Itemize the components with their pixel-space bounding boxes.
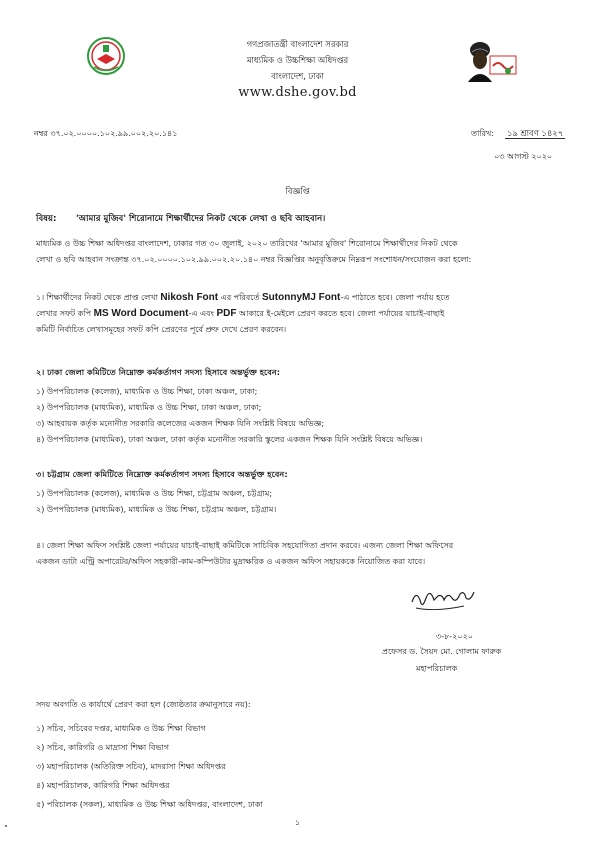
font-name-sutonny: SutonnyMJ Font [262,292,341,303]
signature-scribble [406,586,478,616]
list-item: ৪) উপপরিচালক (মাধ্যমিক), ঢাকা অঞ্চল, ঢাকা কর্তৃক মনোনীত সরকারি স্কুলের একজন শিক্ষক যিনি সংশ্লিষ্ট বিষয়ে অভিজ্ঞ। [36,435,423,444]
cc-item: ৩) মহাপরিচালক (অতিরিক্ত সচিব), মাদরাসা শিক্ষা অধিদপ্তর [36,762,226,771]
subject-line [36,214,325,224]
office-location: বাংলাদেশ, ঢাকা [271,71,324,81]
intro-line: লেখা ও ছবি আহবান সংক্রান্ত ৩৭.০২.০০০০.১০২.৯৯.০০২.২০.১৪০ নম্বর বিজ্ঞপ্তির অনুবৃত্তিক্রমে নিম্নরূপ সংশোধন/সংযোজন করা হলো: [36,255,472,264]
list-item: ১) উপপরিচালক (কলেজ), মাধ্যমিক ও উচ্চ শিক্ষা, চট্টগ্রাম অঞ্চল, চট্টগ্রাম; [36,489,273,498]
subject-label: বিষয়: [36,214,57,224]
subject-text: 'আমার মুজিব' শিরোনামে শিক্ষার্থীদের নিকট থেকে লেখা ও ছবি আহবান। [76,214,326,224]
list-item: ৩) আহবায়ক কর্তৃক মনোনীত সরকারি কলেজের একজন শিক্ষক যিনি সংশ্লিষ্ট বিষয়ে অভিজ্ঞ; [36,419,325,428]
text-run: এর পরিবর্তে [218,293,263,302]
point-4-line: ৪। জেলা শিক্ষা অফিস সংশ্লিষ্ট জেলা পর্যায়ের যাচাই-বাছাই কমিটিকে সাচিবিক সহযোগিতা প্রদান করবে। এজন্য জেলা শিক্ষা অফিসের [36,541,454,550]
date-english: ০৩ আগস্ট ২০২০ [494,152,553,161]
point-1-line [36,290,560,306]
text-run: -এ এবং [188,309,217,318]
font-name-nikosh: Nikosh Font [160,292,219,303]
memo-number: নম্বর ৩৭.০২.০০০০.১০২.৯৯.০০২.২০.১৪১ [34,129,178,138]
point-3-heading: ৩। চট্টগ্রাম জেলা কমিটিতে নিম্নোক্ত কর্মকর্তাগণ সদস্য হিসাবে অন্তর্ভুক্ত হবেন: [36,469,288,479]
signatory-title: মহাপরিচালক [416,664,458,673]
format-ms-word: MS Word Document [93,308,189,319]
directorate-name: মাধ্যমিক ও উচ্চশিক্ষা অধিদপ্তর [246,55,349,65]
point-1-paragraph [36,290,560,338]
cc-item: ১) সচিব, সচিবের দপ্তর, মাধ্যমিক ও উচ্চ শিক্ষা বিভাগ [36,724,206,733]
letterhead [0,36,595,102]
cc-list [36,719,560,814]
website-link[interactable]: www.dshe.gov.bd [238,85,357,100]
point-1-line: কমিটি নির্বাচিত লেখাসমূহের সফট কপি প্রেরণের পূর্বে প্রুফ দেখে প্রেরণ করবেন। [36,325,287,334]
text-run: লেখার সফট কপি [36,309,94,318]
government-name: গণপ্রজাতন্ত্রী বাংলাদেশ সরকার [246,39,349,49]
notice-title: বিজ্ঞপ্তি [285,186,310,196]
cc-heading: সদয় অবগতি ও কার্যার্থে প্রেরণ করা হল (জ্যেষ্ঠতার ক্রমানুসারে নয়): [36,700,251,709]
format-pdf: PDF [216,308,237,319]
margin-mark [5,825,7,827]
point-1-line [36,306,560,322]
list-item: ২) উপপরিচালক (মাধ্যমিক), মাধ্যমিক ও উচ্চ শিক্ষা, ঢাকা অঞ্চল, ঢাকা; [36,403,262,412]
text-run: ১। শিক্ষার্থীদের নিকট থেকে প্রাপ্ত লেখা [36,293,161,302]
cc-item: ৫) পরিচালক (সকল), মাধ্যমিক ও উচ্চ শিক্ষা অধিদপ্তর, বাংলাদেশ, ঢাকা [36,800,263,809]
point-2-heading: ২। ঢাকা জেলা কমিটিতে নিম্নোক্ত কর্মকর্তাগণ সদস্য হিসাবে অন্তর্ভুক্ত হবেন: [36,367,281,377]
signature-date: ৩-৮-২০২০ [436,632,473,641]
date-bangla: ১৯ শ্রাবণ ১৪২৭ [507,128,564,138]
text-run: আকারে ই-মেইলে প্রেরণ করতে হবে। জেলা পর্যায়ের যাচাই-বাছাই [236,309,445,318]
signatory-name: প্রফেসর ড. সৈয়দ মো. গোলাম ফারুক [382,647,502,656]
date-label: তারিখ: [471,129,494,138]
text-run: -এ পাঠাতে হবে। জেলা পর্যায় হতে [340,293,450,302]
intro-paragraph [36,236,560,268]
point-3-list [36,486,560,518]
point-2-list [36,384,560,448]
point-4-line: একজন ডাটা এন্ট্রি অপারেটর/অফিস সহকারী-কাম-কম্পিউটার মুদ্রাক্ষরিক ও একজন অফিস সহায়ককে নিয়োজিত করা যাবে। [36,557,426,566]
cc-item: ৪) মহাপরিচালক, কারিগরি শিক্ষা অধিদপ্তর [36,781,170,790]
cc-item: ২) সচিব, কারিগরি ও মাদ্রাসা শিক্ষা বিভাগ [36,743,169,752]
intro-line: মাধ্যমিক ও উচ্চ শিক্ষা অধিদপ্তর বাংলাদেশ, ঢাকার গত ৩০ জুলাই, ২০২০ তারিখের 'আমার মুজিব' শিরোনামে শিক্ষার্থীদের নিকট থেকে [36,239,458,248]
point-4-paragraph [36,538,560,570]
list-item: ২) উপপরিচালক (মাধ্যমিক), মাধ্যমিক ও উচ্চ শিক্ষা, চট্টগ্রাম অঞ্চল, চট্টগ্রাম। [36,505,277,514]
list-item: ১) উপপরিচালক (কলেজ), মাধ্যমিক ও উচ্চ শিক্ষা, ঢাকা অঞ্চল, ঢাকা; [36,387,258,396]
page-number: ১ [294,818,301,827]
